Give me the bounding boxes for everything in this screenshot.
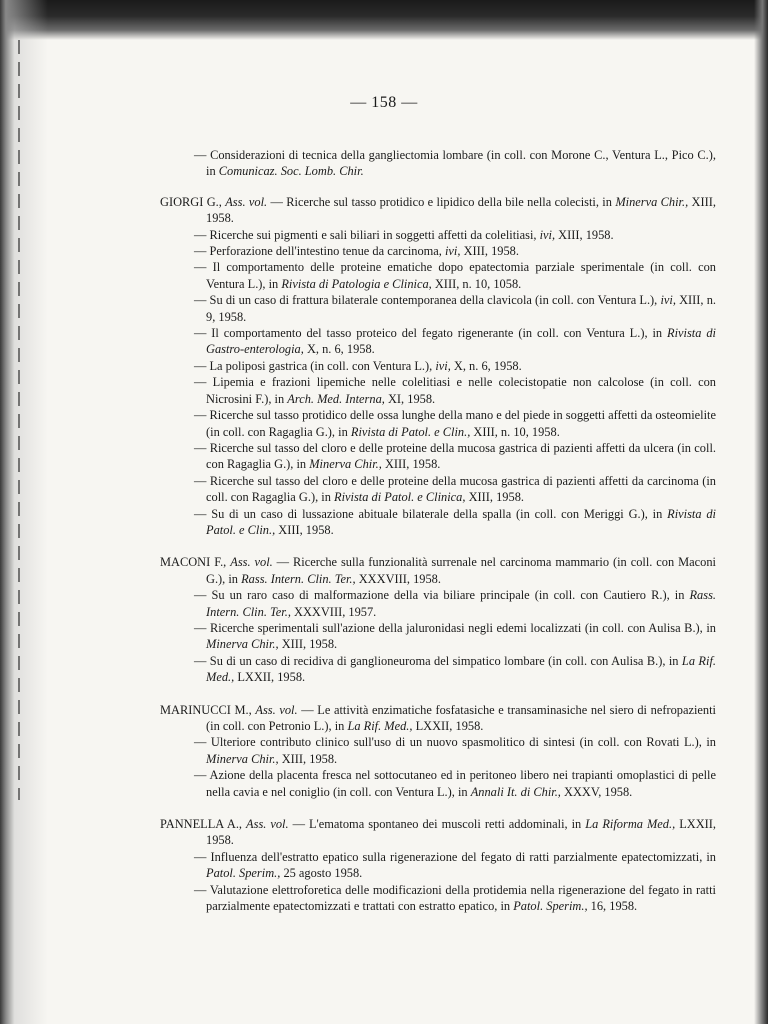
- entry-text: — Su di un caso di frattura bilaterale contemporanea della clavicola (in coll. con Ventura L.),: [194, 293, 661, 308]
- journal-title: Minerva Chir.,: [206, 751, 279, 766]
- journal-title: ivi,: [660, 293, 676, 308]
- entry-text: LXXII, 1958.: [412, 719, 484, 733]
- bibliography-entry: [160, 374, 716, 407]
- journal-title: Rivista di Patol. e Clin.,: [206, 506, 716, 537]
- bibliography-entry: [160, 653, 716, 686]
- entry-text: LXXII, 1958.: [206, 817, 717, 848]
- bibliography-entry: [160, 259, 716, 292]
- bibliography-entry: [160, 358, 716, 374]
- entry-text: — Perforazione dell'intestino tenue da carcinoma,: [194, 244, 445, 259]
- bibliography-entry: [160, 506, 716, 539]
- entry-text: — Il comportamento delle proteine ematiche dopo epatectomia parziale sperimentale (in coll. con Ventura L.), in: [194, 260, 716, 291]
- author-name: MARINUCCI M.,: [160, 702, 252, 717]
- entry-text: XIII, 1958.: [381, 457, 441, 472]
- journal-title: Minerva Chir.,: [615, 194, 689, 209]
- journal-title: Rivista di Patol. e Clin.,: [350, 424, 471, 439]
- bibliography-entry: [160, 243, 716, 259]
- author-name: GIORGI G.,: [160, 194, 222, 209]
- page-number: — 158 —: [350, 94, 418, 111]
- journal-title: Minerva Chir.,: [309, 457, 382, 472]
- entry-text: XIII, n. 10, 1058.: [431, 276, 522, 291]
- entry-text: — Ricerche sperimentali sull'azione della jaluronidasi negli edemi localizzati (in coll. con Aulisa B.), in: [194, 620, 716, 635]
- bibliography-entry: [160, 227, 716, 243]
- entry-text: — Considerazioni di tecnica della gangliectomia lombare (in coll. con Morone C., Ventura L., Pico C.), in: [194, 148, 716, 179]
- entry-text: — Influenza dell'estratto epatico sulla rigenerazione del fegato di ratti parzialmente epatectomizzati, in: [194, 849, 716, 864]
- entry-text: XIII, n. 9, 1958.: [206, 293, 716, 324]
- bibliography-entry: [160, 587, 716, 620]
- bibliography-section: [160, 554, 716, 685]
- bibliography-entry: [160, 702, 716, 735]
- entry-text: XIII, 1958.: [206, 194, 716, 226]
- journal-title: La Rif. Med.,: [206, 653, 716, 685]
- journal-title: Arch. Med. Interna,: [287, 391, 385, 406]
- journal-title: Patol. Sperim.,: [513, 899, 588, 914]
- entry-text: — Ulteriore contributo clinico sull'uso di un nuovo spasmolitico di sintesi (in coll. con Rovati L.), in: [194, 735, 716, 750]
- journal-title: ivi,: [539, 227, 556, 242]
- journal-title: Comunicaz. Soc. Lomb. Chir.: [218, 164, 364, 179]
- journal-title: Rivista di Patol. e Clinica,: [334, 490, 466, 505]
- entry-text: LXXII, 1958.: [234, 670, 306, 685]
- entry-text: XIII, 1958.: [275, 522, 334, 537]
- entry-text: — Lipemia e frazioni lipemiche nelle colelitiasi e nelle colecistopatie non calcolose (in coll. con Nicrosini F.), in: [194, 375, 716, 406]
- entry-text: XXXV, 1958.: [560, 784, 633, 799]
- journal-title: Annali It. di Chir.,: [470, 784, 561, 799]
- entry-text: XIII, n. 10, 1958.: [470, 424, 560, 439]
- journal-title: Rivista di Gastro-enterologia,: [206, 326, 717, 357]
- author-role: Ass. vol.: [255, 702, 298, 717]
- bibliography-entry: [160, 849, 716, 882]
- journal-title: ivi,: [444, 244, 461, 259]
- entry-text: — Ricerche sul tasso del cloro e delle proteine della mucosa gastrica di pazienti affetti da ulcera (in coll. con Ragaglia G.), in: [194, 440, 716, 472]
- bibliography-list: [160, 147, 716, 930]
- entry-text: XIII, 1958.: [278, 751, 338, 766]
- scan-border-top: [0, 0, 768, 40]
- bibliography-entry: [160, 554, 716, 587]
- entry-text: — Il comportamento del tasso proteico del fegato rigenerante (in coll. con Ventura L.), in: [194, 326, 668, 341]
- bibliography-section: [160, 702, 716, 800]
- entry-text: XIII, 1958.: [278, 637, 338, 652]
- entry-text: XIII, 1958.: [555, 227, 614, 242]
- entry-text: X, n. 6, 1958.: [303, 342, 375, 357]
- entry-text: XXXVIII, 1958.: [355, 571, 441, 586]
- entry-text: 25 agosto 1958.: [280, 866, 363, 881]
- author-role: Ass. vol.: [225, 194, 268, 209]
- entry-text: — La poliposi gastrica (in coll. con Ventura L.),: [194, 358, 436, 373]
- entry-text: — Valutazione elettroforetica delle modificazioni della protidemia nella rigenerazione del fegato in ratti parzialmente epatectomizzati e trattati con estratto epatico, in: [194, 882, 716, 914]
- entry-text: — Ricerche sulla funzionalità surrenale nel carcinoma mammario (in coll. con Maconi G.), in: [206, 555, 716, 586]
- bibliography-section: [160, 147, 716, 180]
- entry-text: XXXVIII, 1957.: [290, 604, 377, 619]
- entry-text: XIII, 1958.: [465, 490, 524, 505]
- journal-title: ivi,: [435, 358, 451, 373]
- bibliography-entry: [160, 816, 716, 849]
- entry-text: — Ricerche sul tasso protidico delle ossa lunghe della mano e del piede in soggetti affetti da osteomielite (in coll. con Ragaglia G.), in: [194, 408, 716, 439]
- entry-text: — Su un raro caso di malformazione della via biliare principale (in coll. con Cautiero R.), in: [194, 588, 690, 603]
- journal-title: Minerva Chir.,: [206, 637, 279, 652]
- author-role: Ass. vol.: [230, 555, 273, 570]
- bibliography-entry: [160, 767, 716, 800]
- journal-title: Rivista di Patologia e Clinica,: [281, 276, 432, 291]
- author-name: MACONI F.,: [160, 555, 227, 570]
- entry-text: — Ricerche sui pigmenti e sali biliari in soggetti affetti da colelitiasi,: [194, 227, 540, 242]
- bibliography-entry: [160, 440, 716, 473]
- bibliography-entry: [160, 620, 716, 653]
- bibliography-entry: [160, 882, 716, 915]
- bibliography-section: [160, 194, 716, 539]
- bibliography-entry: [160, 473, 716, 506]
- scan-border-left: [0, 0, 48, 1024]
- bibliography-entry: [160, 194, 716, 227]
- entry-text: XI, 1958.: [384, 391, 436, 406]
- entry-text: — Le attività enzimatiche fosfatasiche e transaminasiche nel siero di nefropazienti (in coll. con Petronio L.), in: [206, 702, 716, 733]
- bibliography-entry: [160, 147, 716, 180]
- bibliography-section: [160, 816, 716, 914]
- bibliography-entry: [160, 325, 716, 358]
- journal-title: La Rif. Med.,: [347, 719, 413, 733]
- journal-title: Patol. Sperim.,: [206, 866, 281, 881]
- bibliography-entry: [160, 734, 716, 767]
- entry-text: — Ricerche sul tasso protidico e lipidico della bile nella colecisti, in: [267, 194, 616, 209]
- scan-border-right: [754, 0, 768, 1024]
- author-name: PANNELLA A.,: [160, 817, 243, 832]
- entry-text: XIII, 1958.: [460, 244, 519, 259]
- author-role: Ass. vol.: [246, 817, 289, 832]
- entry-text: 16, 1958.: [587, 899, 638, 914]
- journal-title: Rass. Intern. Clin. Ter.,: [206, 588, 716, 619]
- journal-title: Rass. Intern. Clin. Ter.,: [241, 571, 356, 586]
- bibliography-entry: [160, 407, 716, 440]
- entry-text: — Ricerche sul tasso del cloro e delle proteine della mucosa gastrica di pazienti affetti da carcinoma (in coll. con Ragaglia G.), in: [194, 473, 716, 505]
- journal-title: La Riforma Med.,: [585, 817, 676, 832]
- entry-text: — Azione della placenta fresca nel sottocutaneo ed in peritoneo libero nei trapianti omoplastici di pelle nella cavia e nel coniglio (in coll. con Ventura L.), in: [194, 768, 716, 799]
- entry-text: — Su di un caso di lussazione abituale bilaterale della spalla (in coll. con Meriggi G.), in: [194, 506, 668, 521]
- entry-text: X, n. 6, 1958.: [450, 358, 522, 373]
- entry-text: — Su di un caso di recidiva di ganglioneuroma del simpatico lombare (in coll. con Aulisa B.), in: [194, 653, 682, 668]
- bibliography-entry: [160, 292, 716, 325]
- entry-text: — L'ematoma spontaneo dei muscoli retti addominali, in: [288, 817, 586, 832]
